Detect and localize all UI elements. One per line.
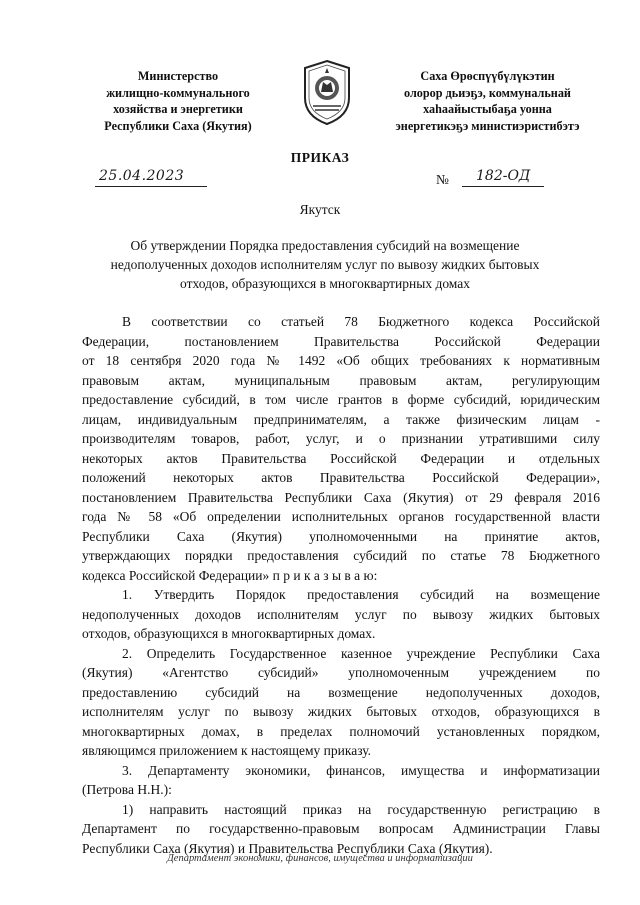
body-text-line: кодекса Российской Федерации» п р и к а з ы в а ю: (82, 567, 378, 583)
order-number-handwritten: 182-ОД (476, 168, 531, 184)
body-text-line: положений некоторых актов Правительства Российской Федерации», (82, 470, 600, 485)
order-number-field (462, 170, 544, 187)
body-text-line: 3. Департаменту экономики, финансов, имущества и информатизации (122, 762, 600, 778)
order-title: ПРИКАЗ (290, 150, 350, 165)
city-name: Якутск (299, 202, 341, 217)
order-number-label: № (436, 172, 449, 187)
body-text-line: В соответствии со статьей 78 Бюджетного кодекса Российской (122, 314, 600, 329)
ministry-name-russian (78, 68, 278, 134)
document-title (100, 236, 550, 293)
footer-department: Департамент экономики, финансов, имущества и информатизации (167, 853, 473, 864)
body-text-line: исполнителям услуг по вывозу жидких бытовых отходов, образующихся в (82, 704, 600, 719)
body-text-line: многоквартирных домах, в пределах полномочий установленных порядком, (82, 723, 600, 739)
order-date-field (95, 170, 207, 187)
ministry-name-line: Саха Өрөспүүбүлүкэтин (420, 69, 555, 83)
ministry-name-line: олорор дьиэҕэ, коммунальнай (404, 85, 571, 100)
document-title-line: Об утверждении Порядка предоставления субсидий на возмещение (130, 238, 520, 253)
ministry-name-line: хозяйства и энергетики (113, 102, 243, 116)
body-text-line: некоторых актов Правительства Российской Федерации и отдельных (82, 450, 600, 466)
body-text-line: недополученных доходов исполнителям услуг по вывозу жидких бытовых (82, 606, 600, 622)
body-text-line: постановлением Правительства Республики Саха (Якутия) от 29 февраля 2016 (82, 489, 600, 505)
ministry-name-yakut (375, 68, 600, 134)
body-text-line: 2. Определить Государственное казенное учреждение Республики Саха (122, 645, 600, 661)
document-body (82, 312, 600, 858)
body-text-line: (Петрова Н.Н.): (82, 782, 172, 797)
ministry-name-line: жилищно-коммунального (106, 85, 250, 100)
document-title-line: отходов, образующихся в многоквартирных домах (180, 276, 470, 291)
body-text-line: отходов, образующихся в многоквартирных домах. (82, 626, 376, 641)
body-text-line: предоставление субсидий, в том числе грантов в форме субсидий, юридическим (82, 392, 600, 407)
body-text-line: Департамент по государственно-правовым вопросам Администрации Главы (82, 821, 600, 836)
body-text-line: производителям товаров, работ, услуг, и о признании утратившими силу (82, 431, 600, 446)
ministry-name-line: энергетикэҕэ министиэристибэтэ (395, 118, 580, 133)
body-text-line: Республики Саха (Якутия) уполномоченными на принятие актов, (82, 528, 600, 544)
order-date-handwritten: 25.04.2023 (99, 168, 185, 184)
body-text-line: являющимся приложением к настоящему приказу. (82, 743, 372, 758)
ministry-name-line: Министерство (137, 69, 219, 83)
body-text-line: 1) направить настоящий приказ на государственную регистрацию в (122, 801, 600, 817)
ministry-name-line: Республики Саха (Якутия) (104, 118, 252, 133)
ministry-name-line: хаһаайыстыбаҕа уонна (423, 102, 552, 116)
body-text-line: 1. Утвердить Порядок предоставления субсидий на возмещение (122, 587, 600, 602)
body-text-line: правовым актам, муниципальным правовым актам, регулирующим (82, 372, 600, 388)
body-text-line: утверждающих порядки предоставления субсидий по статье 78 Бюджетного (82, 548, 600, 563)
body-text-line: предоставлению субсидий на возмещение недополученных доходов, (82, 684, 600, 700)
body-text-line: лицам, индивидуальным предпринимателям, а также физическим лицам - (82, 411, 600, 427)
body-text-line: (Якутия) «Агентство субсидий» уполномоченным учреждением по (82, 665, 600, 680)
coat-of-arms-emblem-icon (297, 58, 357, 126)
document-title-line: недополученных доходов исполнителям услуг по вывозу жидких бытовых (110, 257, 540, 272)
body-text-line: года № 58 «Об определении исполнительных органов государственной власти (82, 509, 600, 524)
body-text-line: от 18 сентября 2020 года № 1492 «Об общих требованиях к нормативным (82, 353, 600, 368)
body-text-line: Федерации, постановлением Правительства Российской Федерации (82, 333, 600, 349)
body-text-line: Республики Саха (Якутия) и Правительства Республики Саха (Якутия). (82, 840, 493, 856)
